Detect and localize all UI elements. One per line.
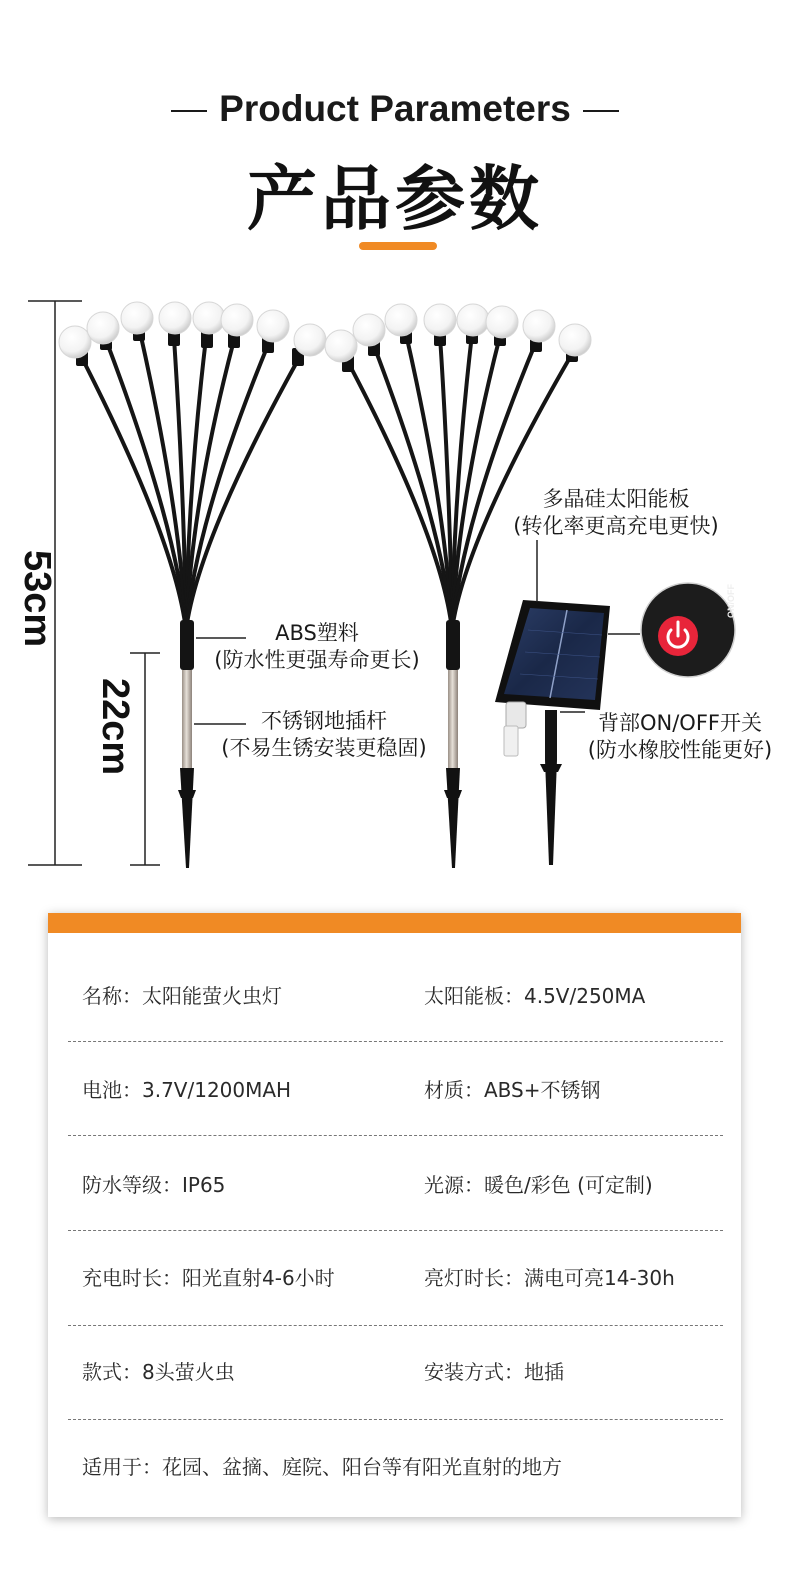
spec-waterproof: 防水等级：IP65: [82, 1173, 226, 1197]
label-22cm: 22cm: [94, 678, 136, 776]
spec-material: 材质：ABS+不锈钢: [424, 1078, 601, 1102]
annotation-abs: [200, 620, 434, 674]
annotation-steel-title: 不锈钢地插杆: [261, 709, 387, 733]
annotation-solar-panel-note: (转化率更高充电更快): [513, 514, 719, 538]
spec-solar-panel: 太阳能板：4.5V/250MA: [424, 984, 646, 1008]
spec-name: 名称：太阳能萤火虫灯: [82, 984, 282, 1008]
annotation-steel-note: (不易生锈安装更稳固): [221, 736, 427, 760]
onoff-switch-closeup: [641, 583, 735, 677]
annotation-solar-panel: [498, 486, 734, 540]
annotation-switch-note: (防水橡胶性能更好): [587, 738, 773, 762]
spec-style: 款式：8头萤火虫: [82, 1360, 235, 1384]
product-drawing: [0, 290, 790, 890]
annotation-abs-title: ABS塑料: [275, 621, 359, 645]
spec-charge-time: 充电时长：阳光直射4-6小时: [82, 1266, 335, 1290]
title-chinese: 产品参数: [247, 158, 543, 240]
annotation-steel: [206, 708, 442, 762]
spec-row: [82, 1258, 722, 1298]
spec-row: [82, 1352, 722, 1392]
annotation-solar-panel-title: 多晶硅太阳能板: [542, 487, 690, 511]
label-53cm: 53cm: [16, 550, 58, 648]
spec-divider: [68, 1230, 723, 1231]
spec-install: 安装方式：地插: [424, 1360, 564, 1384]
spec-row: [82, 1447, 722, 1487]
spec-light-time: 亮灯时长：满电可亮14-30h: [424, 1266, 675, 1290]
product-illustration: [0, 290, 790, 890]
title-english-text: Product Parameters: [219, 88, 571, 129]
spec-application: 适用于：花园、盆摘、庭院、阳台等有阳光直射的地方: [82, 1455, 562, 1479]
spec-divider: [68, 1041, 723, 1042]
title-english: [0, 88, 790, 130]
spec-row: [82, 1070, 722, 1110]
spec-card-accent: [48, 913, 741, 933]
spec-row: [82, 1165, 722, 1205]
annotation-switch-title: 背部ON/OFF开关: [597, 711, 762, 735]
spec-card: [48, 913, 741, 1517]
title-dash-right: [583, 110, 619, 112]
spec-divider: [68, 1325, 723, 1326]
spec-battery: 电池：3.7V/1200MAH: [82, 1078, 292, 1102]
spec-row: [82, 976, 722, 1016]
spec-divider: [68, 1135, 723, 1136]
spec-divider: [68, 1419, 723, 1420]
firefly-light-left: [59, 302, 326, 868]
annotation-abs-note: (防水性更强寿命更长): [214, 648, 420, 672]
title-dash-left: [171, 110, 207, 112]
annotation-switch: [574, 710, 786, 764]
spec-light-source: 光源：暖色/彩色 (可定制): [424, 1173, 653, 1197]
switch-onoff-label: ON/OFF: [726, 584, 736, 618]
title-underline: [359, 242, 437, 250]
